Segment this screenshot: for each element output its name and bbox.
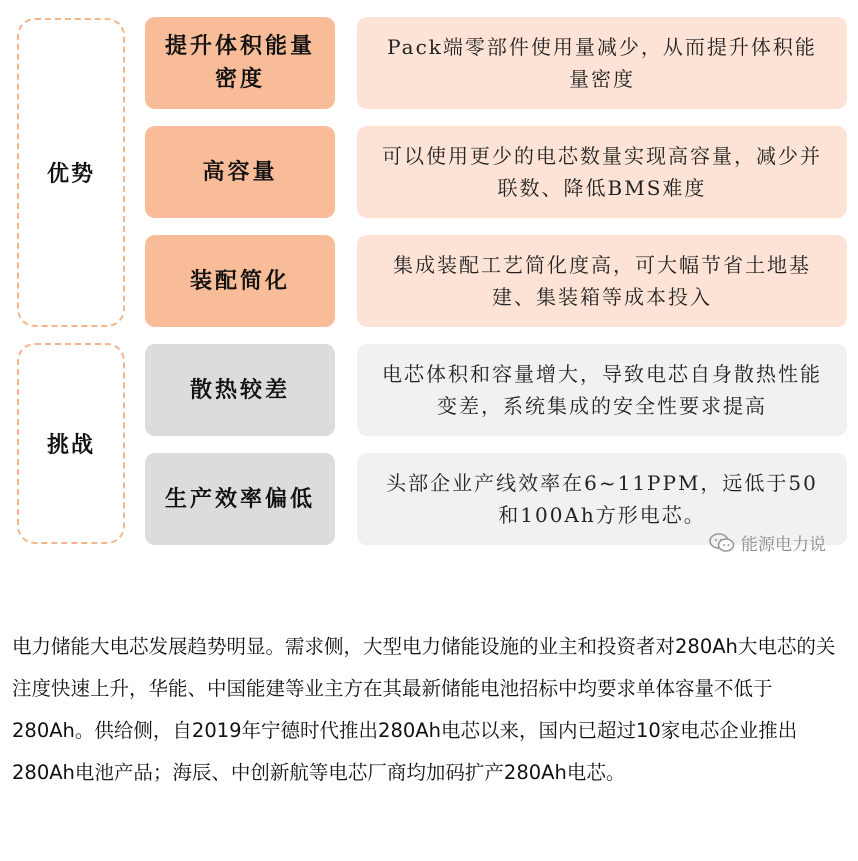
watermark-text: 能源电力说	[741, 535, 826, 554]
desc-energy-density: Pack端零部件使用量减少，从而提升体积能量密度	[357, 17, 847, 109]
group-advantages: 优势	[17, 18, 125, 327]
body-paragraph: 电力储能大电芯发展趋势明显。需求侧，大型电力储能设施的业主和投资者对280Ah大电芯的关注度快速上升，华能、中国能建等业主方在其最新储能电池招标中均要求单体容量不低于280Ah。供给侧，自2019年宁德时代推出280Ah电芯以来，国内已超过10家电芯企业推出280Ah电池产品；海辰、中创新航等电芯厂商均加码扩产280Ah电芯。	[12, 635, 836, 784]
label-simplified-assembly: 装配简化	[145, 235, 335, 327]
desc-high-capacity: 可以使用更少的电芯数量实现高容量，减少并联数、降低BMS难度	[357, 126, 847, 218]
group-challenges: 挑战	[17, 343, 125, 544]
watermark	[709, 530, 826, 555]
label-energy-density: 提升体积能量密度	[145, 17, 335, 109]
label-poor-heat-dissipation: 散热较差	[145, 344, 335, 436]
wechat-icon	[709, 533, 735, 553]
label-high-capacity: 高容量	[145, 126, 335, 218]
label-low-production-efficiency: 生产效率偏低	[145, 453, 335, 545]
desc-poor-heat-dissipation: 电芯体积和容量增大，导致电芯自身散热性能变差，系统集成的安全性要求提高	[357, 344, 847, 436]
desc-low-production-efficiency: 头部企业产线效率在6~11PPM，远低于50和100Ah方形电芯。	[357, 453, 847, 545]
desc-simplified-assembly: 集成装配工艺简化度高，可大幅节省土地基建、集装箱等成本投入	[357, 235, 847, 327]
